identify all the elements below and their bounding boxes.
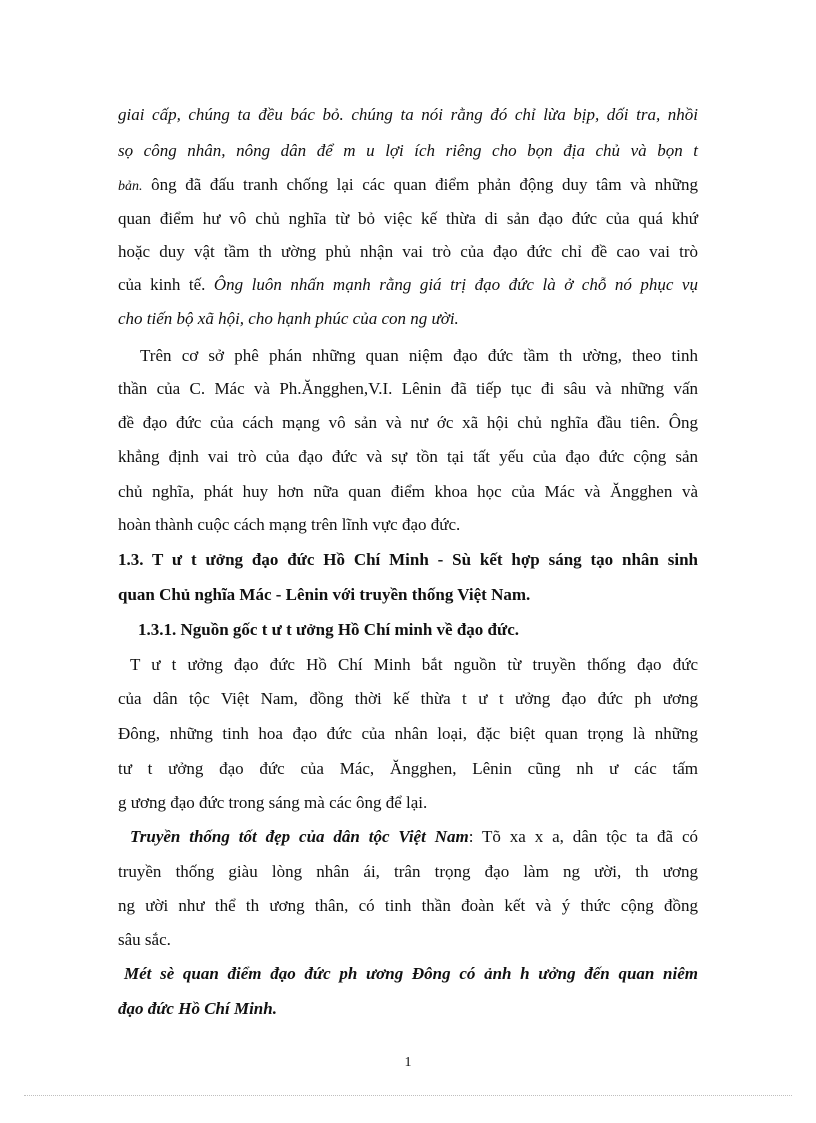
p4-line-1 xyxy=(130,826,698,848)
section-heading-1-3-line-2: quan Chủ nghĩa Mác - Lênin với truyền thống Việt Nam. xyxy=(118,585,531,604)
p1-line-3-rest: ông đã đấu tranh chống lại các quan điểm phản động duy tâm và những xyxy=(142,175,698,194)
subheading-eastern-ethics-line-1: Mét sè quan điểm đạo đức ph ương Đông có ảnh h ưởng đến quan niêm xyxy=(124,964,698,983)
page-number: 1 xyxy=(404,1055,412,1070)
p4-line-4: sâu sắc. xyxy=(118,930,171,949)
p2-line-4: khẳng định vai trò của đạo đức và sự tồn tại tất yếu của đạo đức cộng sản xyxy=(118,447,698,466)
p3-line-3: Đông, những tinh hoa đạo đức của nhân loại, đặc biệt quan trọng là những xyxy=(118,724,698,743)
p3-line-5: g ương đạo đức trong sáng mà các ông để lại. xyxy=(118,793,428,812)
section-heading-1-3-1: 1.3.1. Nguồn gốc t ư t ưởng Hồ Chí minh về đạo đức. xyxy=(138,620,519,639)
p3-line-1: T ư t ưởng đạo đức Hồ Chí Minh bắt nguồn từ truyền thống đạo đức xyxy=(130,655,698,674)
p1-line-6-normal: của kinh tế. xyxy=(118,275,214,294)
p3-line-2: của dân tộc Việt Nam, đồng thời kế thừa t ư t ưởng đạo đức ph ương xyxy=(118,689,698,708)
p2-line-5: chủ nghĩa, phát huy hơn nữa quan điểm khoa học của Mác và Ăngghen và xyxy=(118,482,698,501)
subheading-eastern-ethics-line-2: đạo đức Hồ Chí Minh. xyxy=(118,999,277,1018)
p1-line-3 xyxy=(118,174,698,198)
p2-line-6: hoàn thành cuộc cách mạng trên lĩnh vực đạo đức. xyxy=(118,515,461,534)
section-heading-1-3-line-1: 1.3. T ư t ưởng đạo đức Hồ Chí Minh - Sù kết hợp sáng tạo nhân sinh xyxy=(118,550,698,569)
p1-line-5: hoặc duy vật tầm th ường phủ nhận vai trò của đạo đức chỉ đề cao vai trò xyxy=(118,242,698,261)
page-bottom-divider xyxy=(24,1095,792,1096)
p2-line-2: thần của C. Mác và Ph.Ăngghen,V.I. Lênin đã tiếp tục đi sâu và những vấn xyxy=(118,379,698,398)
p3-line-4: tư t ưởng đạo đức của Mác, Ăngghen, Lênin cũng nh ư các tấm xyxy=(118,759,698,778)
p1-line-3-italic: bản. xyxy=(118,179,143,194)
p1-line-2: sọ công nhân, nông dân để m u lợi ích riêng cho bọn địa chủ và bọn t xyxy=(118,141,698,160)
p1-line-7: cho tiến bộ xã hội, cho hạnh phúc của con ng ười. xyxy=(118,309,459,328)
p2-line-3: đề đạo đức của cách mạng vô sản và nư ớc xã hội chủ nghĩa đầu tiên. Ông xyxy=(118,413,698,432)
p1-line-6 xyxy=(118,274,698,296)
p4-line-2: truyền thống giàu lòng nhân ái, trân trọng đạo làm ng ười, th ương xyxy=(118,862,698,881)
p4-line-1-rest: : Tõ xa x a, dân tộc ta đã có xyxy=(468,827,698,846)
p1-line-1: giai cấp, chúng ta đều bác bỏ. chúng ta nói rằng đó chỉ lừa bịp, dối tra, nhồi xyxy=(118,105,698,124)
p2-line-1: Trên cơ sở phê phán những quan niệm đạo đức tầm th ường, theo tinh xyxy=(140,346,698,365)
p1-line-4: quan điểm hư vô chủ nghĩa từ bỏ việc kế thừa di sản đạo đức của quá khứ xyxy=(118,209,698,228)
p4-lead: Truyền thống tốt đẹp của dân tộc Việt Nam xyxy=(130,827,469,846)
p4-line-3: ng ười như thể th ương thân, có tinh thần đoàn kết và ý thức cộng đồng xyxy=(118,896,698,915)
p1-line-6-italic: Ông luôn nhấn mạnh rằng giá trị đạo đức là ở chỗ nó phục vụ xyxy=(213,275,698,294)
